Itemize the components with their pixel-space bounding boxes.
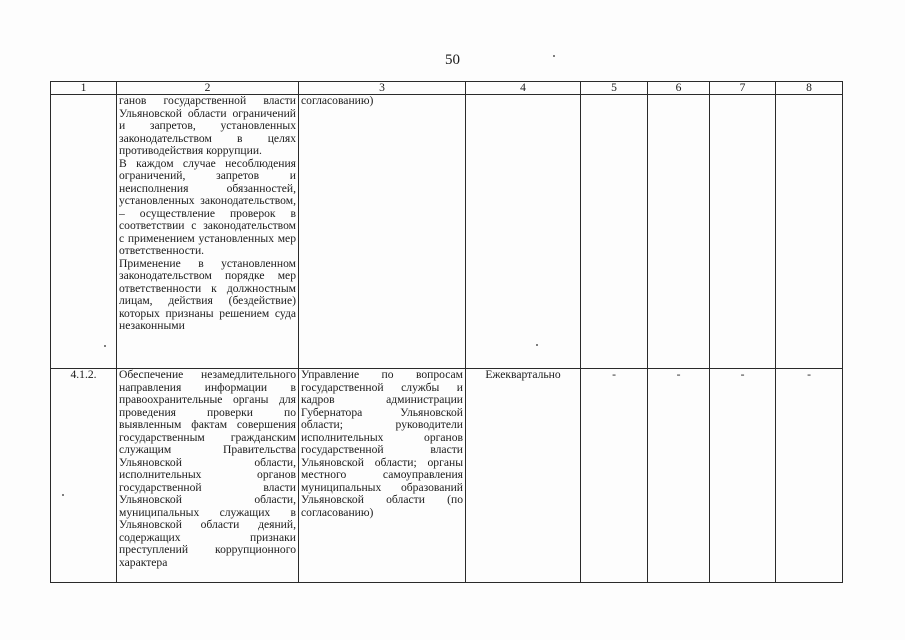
cell-col5 [581, 369, 648, 583]
table-row-4-1-2 [51, 369, 843, 583]
dash-mark: - [740, 368, 745, 381]
page-number: 50 [445, 52, 460, 68]
cell-number: 4.1.2. [51, 369, 117, 583]
cell-responsible: Управление по вопросам государственной службы и кадров администрации Губернатора Ульяновской области; руководители исполнительных органов государственной власти Ульяновской области; органы местного самоуправления муниципальных образований Ульяновской области (по согласованию) [299, 369, 466, 583]
column-header-2: 2 [117, 82, 299, 95]
cell-deadline: Ежеквартально [466, 369, 581, 583]
scan-speck [104, 345, 106, 347]
cell-measure: Обеспечение незамедлительного направления информации в правоохранительные органы для проведения проверки по выявленным фактам совершения государственным гражданским служащим Правительства Ульяновской области, исполнительных органов государственной власти Ульяновской области, муниципальных служащих в Ульяновской области деяний, содержащих признаки преступлений коррупционного характера [117, 369, 299, 583]
cell-col7 [710, 95, 776, 369]
cell-deadline [466, 95, 581, 369]
scan-speck [553, 55, 555, 57]
cell-responsible: согласованию) [299, 95, 466, 369]
column-header-1: 1 [51, 82, 117, 95]
dash-mark: - [807, 368, 811, 381]
cell-col8 [776, 95, 843, 369]
table-row-continuation [51, 95, 843, 369]
cell-col6 [648, 95, 710, 369]
scan-speck [62, 494, 64, 496]
cell-col5 [581, 95, 648, 369]
column-header-3: 3 [299, 82, 466, 95]
scan-speck [536, 344, 538, 346]
measure-paragraph: ганов государственной власти Ульяновской области ограничений и запретов, установленных законодательством в целях противодействия коррупции. [119, 94, 296, 157]
measure-paragraph: В каждом случае несоблюдения ограничений, запретов и неисполнения обязанностей, установленных законодательством, – осуществление проверок в соответствии с законодательством с применением установленных мер ответственности. [119, 156, 296, 257]
column-header-5: 5 [581, 82, 648, 95]
table-header-row [51, 82, 843, 95]
column-header-6: 6 [648, 82, 710, 95]
cell-col6 [648, 369, 710, 583]
column-header-7: 7 [710, 82, 776, 95]
column-header-8: 8 [776, 82, 843, 95]
cell-col8 [776, 369, 843, 583]
column-header-4: 4 [466, 82, 581, 95]
dash-mark: - [676, 368, 681, 381]
plan-table [50, 81, 843, 583]
dash-mark: - [612, 368, 616, 381]
cell-col7 [710, 369, 776, 583]
cell-number [51, 95, 117, 369]
measure-paragraph: Применение в установленном законодательством порядке мер ответственности к должностным лицам, действия (бездействие) которых признаны решением суда незаконными [119, 256, 296, 332]
cell-measure [117, 95, 299, 369]
